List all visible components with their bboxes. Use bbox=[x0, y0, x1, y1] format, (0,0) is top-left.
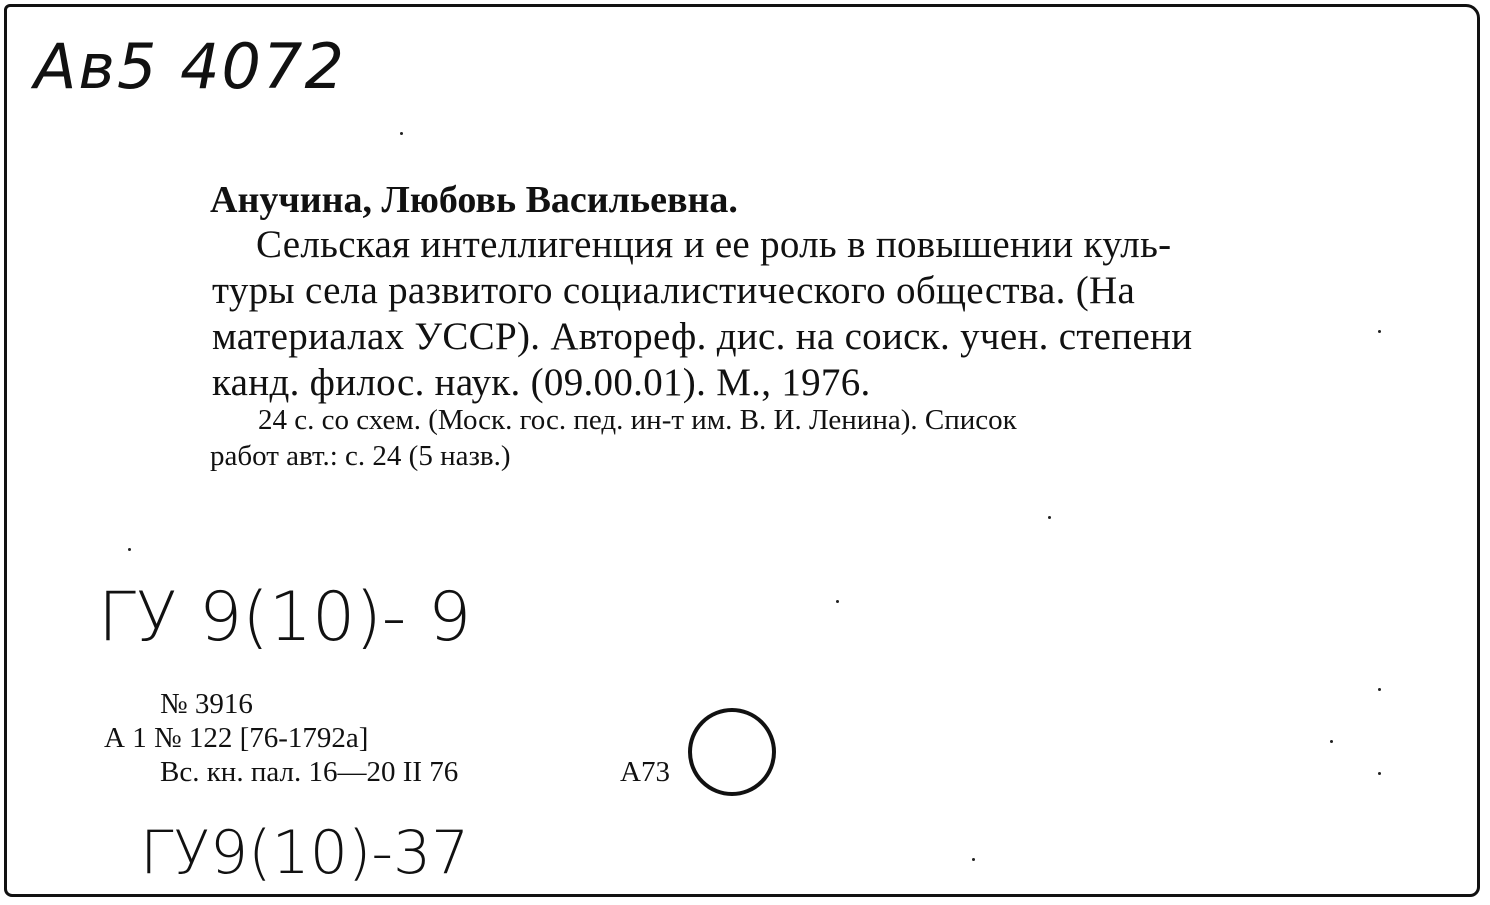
record-number: № 3916 bbox=[160, 688, 253, 720]
book-chamber-line: Вс. кн. пал. 16—20 II 76 bbox=[160, 756, 459, 788]
handwritten-classification-1: ГУ 9(10)- 9 bbox=[98, 578, 472, 657]
title-line-3: материалах УССР). Автореф. дис. на соиск. учен. степени bbox=[212, 315, 1193, 358]
title-line-2: туры села развитого социалистического общества. (На bbox=[212, 269, 1136, 312]
registry-line: А 1 № 122 [76-1792а] bbox=[104, 722, 369, 754]
author-name: Анучина, Любовь Васильевна. bbox=[210, 179, 738, 221]
title-line-4: канд. филос. наук. (09.00.01). М., 1976. bbox=[212, 361, 871, 404]
speck bbox=[1330, 740, 1333, 743]
handwritten-shelfmark: Ав5 4072 bbox=[34, 30, 346, 103]
speck bbox=[128, 548, 131, 551]
description-line-1: 24 с. со схем. (Моск. гос. пед. ин-т им. В. И. Ленина). Список bbox=[258, 404, 1017, 436]
title-line-1: Сельская интеллигенция и ее роль в повышении куль- bbox=[256, 223, 1172, 266]
speck bbox=[1378, 330, 1381, 333]
speck bbox=[836, 600, 839, 603]
speck bbox=[400, 132, 403, 135]
handwritten-classification-2: ГУ9(10)-37 bbox=[140, 818, 470, 888]
speck bbox=[972, 858, 975, 861]
speck bbox=[1378, 688, 1381, 691]
stamp-circle bbox=[688, 708, 776, 796]
speck bbox=[1378, 772, 1381, 775]
description-line-2: работ авт.: с. 24 (5 назв.) bbox=[210, 440, 511, 472]
speck bbox=[1048, 516, 1051, 519]
stamp-code: А73 bbox=[620, 756, 670, 788]
